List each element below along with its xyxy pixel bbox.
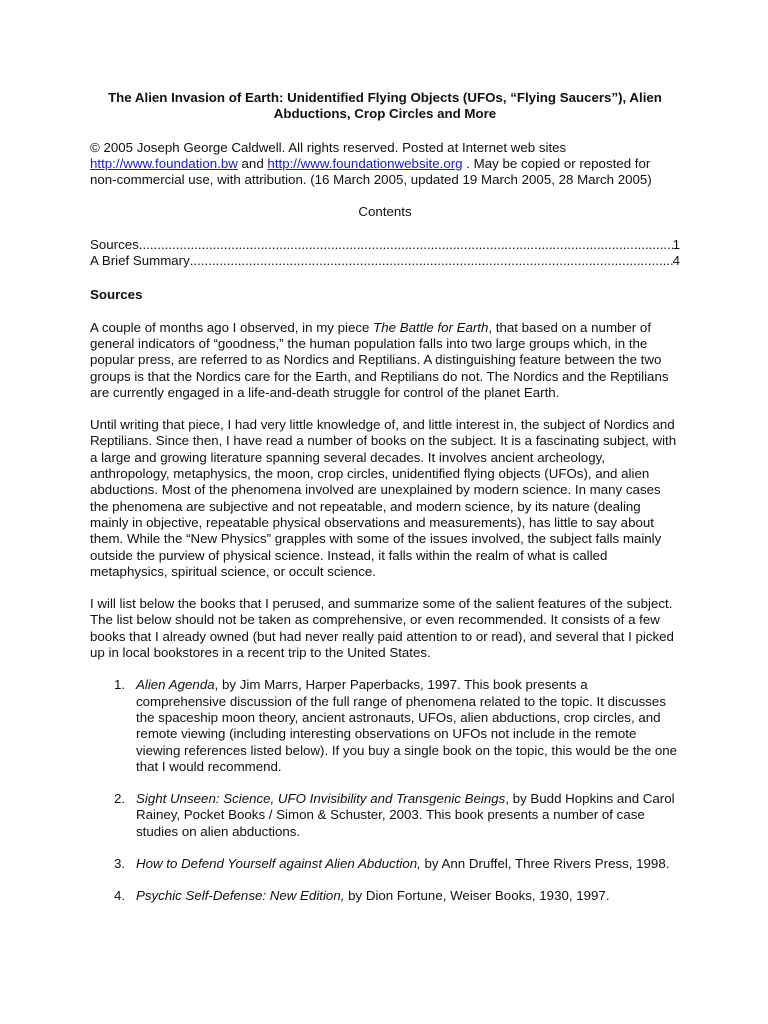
sources-heading: Sources (90, 287, 143, 303)
toc-entry-label: A Brief Summary (90, 253, 190, 269)
book-description: , by Jim Marrs, Harper Paperbacks, 1997. This book presents a comprehensive discussion of the full range of phenomena related to the topic. It discusses the spaceship moon theory, ancient astronauts, UFOs, alien abductions, crop circles, and remote viewing (including interesting observations on UFOs not include in the remote viewing references listed below). If you buy a single book on the topic, this would be the one that I would recommend. (136, 677, 678, 774)
contents-heading: Contents (358, 204, 412, 220)
paragraph-3: I will list below the books that I perused, and summarize some of the salient features of the subject. The list below should not be taken as comprehensive, or even recommended. It consists of a few books that I already owned (but had never really paid attention to or read), and several that I picked up in local bookstores in a recent trip to the United States. (90, 596, 674, 661)
book-description: , by Budd Hopkins and Carol Rainey, Pocket Books / Simon & Schuster, 2003. This book presents a number of case studies on alien abductions. (136, 791, 675, 839)
book-description: by Dion Fortune, Weiser Books, 1930, 1997. (344, 888, 610, 904)
toc-entry-page: 4 (672, 253, 680, 269)
book-title: How to Defend Yourself against Alien Abduction, (136, 855, 421, 871)
list-item (90, 677, 680, 775)
list-number: 1. (114, 677, 126, 693)
toc-leader-dots (190, 253, 673, 269)
copyright-between: and (237, 155, 268, 171)
list-item (90, 791, 680, 840)
toc-entry-label: Sources (90, 236, 139, 252)
copyright-prefix: © 2005 Joseph George Caldwell. All rights reserved. Posted at Internet web sites (90, 139, 567, 155)
document-title: The Alien Invasion of Earth: Unidentified Flying Objects (UFOs, “Flying Saucers”), Alien Abductions, Crop Circles and More (108, 90, 662, 122)
list-number: 3. (114, 855, 126, 871)
paragraph-2: Until writing that piece, I had very little knowledge of, and little interest in, the subject of Nordics and Reptilians. Since then, I have read a number of books on the subject. It is a fascinating subject, with a large and growing literature spanning several decades. It involves ancient archeology, anthropology, metaphysics, the moon, crop circles, unidentified flying objects (UFOs), and alien abductions. Most of the phenomena involved are unexplained by modern science. In many cases the phenomena are subjective and not repeatable, and modern science, by its nature (dealing mainly in objective, repeatable physical observations and measurements), has little to say about them. While the “New Physics” grapples with some of the issues involved, the subject falls mainly outside the purview of physical science. Instead, it falls within the realm of what is called metaphysics, spiritual science, or occult science. (90, 417, 677, 579)
book-description: by Ann Druffel, Three Rivers Press, 1998. (420, 855, 670, 871)
foundation-bw-link[interactable]: http://www.foundation.bw (90, 155, 238, 171)
book-title: Psychic Self-Defense: New Edition, (136, 888, 345, 904)
paragraph-1-end: , that based on a number of general indicators of “goodness,” the human population falls into two large groups which, in the popular press, are referred to as Nordics and Reptilians. A distinguishing feature between the two groups is that the Nordics care for the Earth, and Reptilians do not. The Nordics and the Reptilians are currently engaged in a life-and-death struggle for control of the planet Earth. (90, 319, 669, 400)
copyright-suffix: . May be copied or reposted for non-commercial use, with attribution. (16 March 2005, updated 19 March 2005, 28 March 2005) (90, 155, 652, 188)
book-title: Sight Unseen: Science, UFO Invisibility and Transgenic Beings (136, 791, 506, 807)
foundationwebsite-link[interactable]: http://www.foundationwebsite.org (267, 155, 463, 171)
book-title: Alien Agenda (136, 677, 215, 693)
document-body (90, 90, 680, 921)
table-of-contents (90, 237, 680, 270)
book-list (90, 677, 680, 904)
list-item (90, 888, 680, 904)
toc-entry-brief-summary[interactable] (90, 253, 680, 269)
list-item (90, 856, 680, 872)
copyright-notice (90, 140, 680, 189)
paragraph-1 (90, 320, 680, 401)
toc-entry-sources[interactable] (90, 237, 680, 253)
toc-leader-dots (139, 237, 673, 253)
list-number: 2. (114, 791, 126, 807)
toc-entry-page: 1 (672, 236, 680, 252)
battle-for-earth-title: The Battle for Earth (373, 319, 489, 335)
list-number: 4. (114, 888, 126, 904)
paragraph-1-start: A couple of months ago I observed, in my piece (90, 319, 374, 335)
